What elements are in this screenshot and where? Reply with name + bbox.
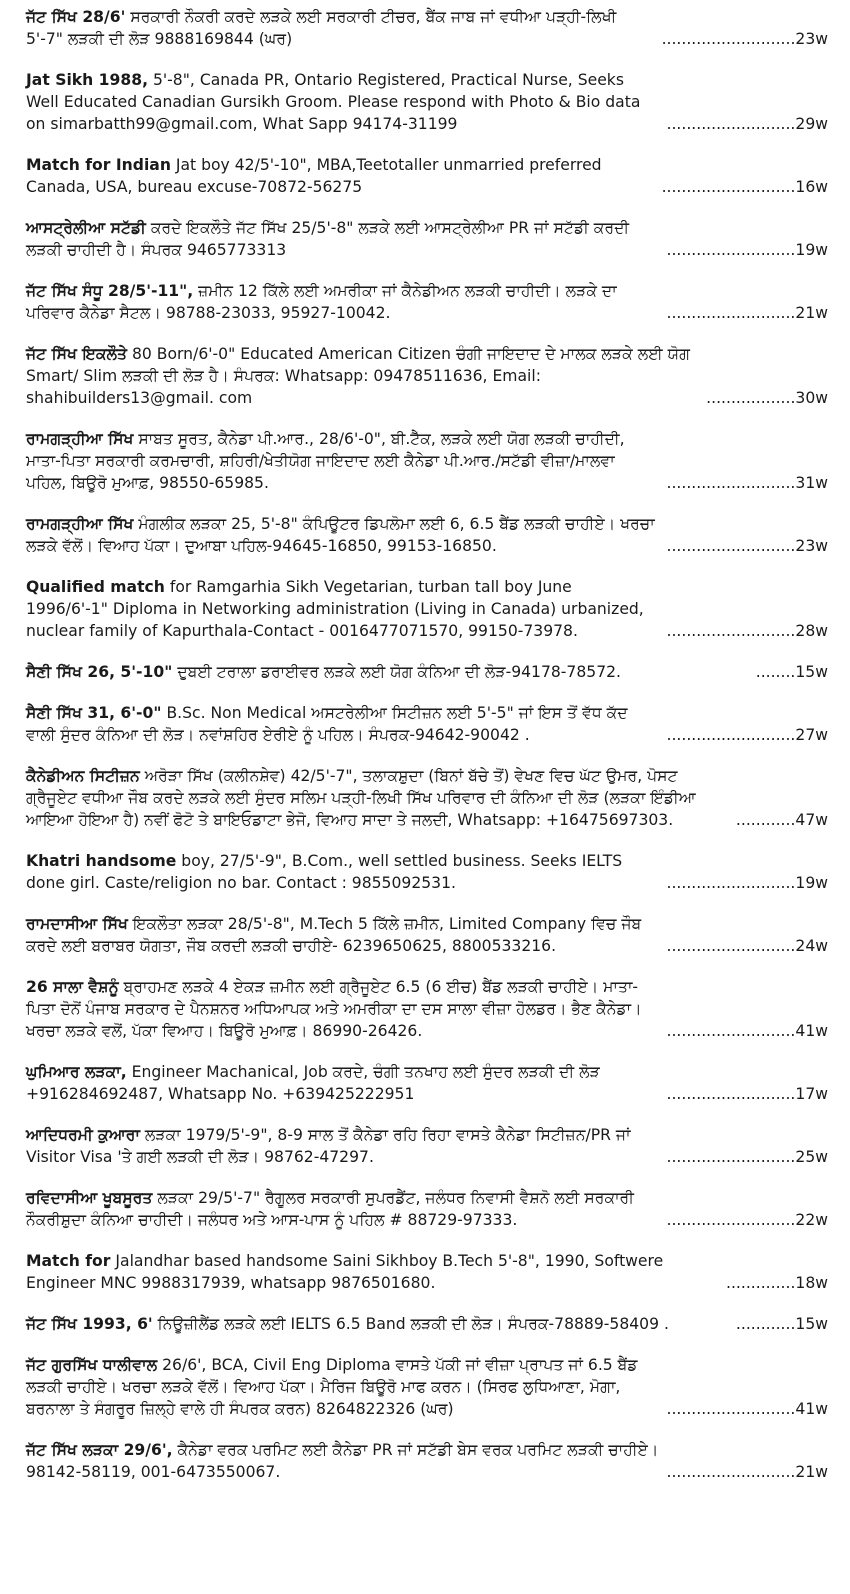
ad-text: 5'-8", Canada PR, Ontario Registered, Practical Nurse, Seeks Well Educated Canadian Gursikh Groom. Please respond with Photo & Bio data on simarbatth99@gmail.com, What Sapp 94174-31199 xyxy=(26,71,641,133)
classified-ad xyxy=(26,343,828,409)
ad-heading: ਜੱਟ ਸਿੱਖ 28/6' xyxy=(26,8,126,26)
classified-ad xyxy=(26,702,828,746)
ad-word-count: ..........................41w xyxy=(666,1400,828,1418)
ad-word-count: ..........................22w xyxy=(666,1211,828,1229)
classified-ad xyxy=(26,976,828,1042)
classified-ad xyxy=(26,1439,828,1483)
classified-ad xyxy=(26,1354,828,1420)
ad-heading: Qualified match xyxy=(26,578,165,596)
classified-ad xyxy=(26,154,828,198)
ad-text: Jalandhar based handsome Saini Sikhboy B.Tech 5'-8", 1990, Softwere Engineer MNC 9988317939, whatsapp 9876501680. xyxy=(26,1252,664,1292)
ad-word-count: ..........................25w xyxy=(666,1148,828,1166)
ad-word-count: ..................30w xyxy=(706,389,828,407)
ad-text: ਅਰੋੜਾ ਸਿੱਖ (ਕਲੀਨਸ਼ੇਵ) 42/5'-7", ਤਲਾਕਸ਼ੁਦਾ (ਬਿਨਾਂ ਬੱਚੇ ਤੋਂ) ਵੇਖਣ ਵਿਚ ਘੱਟ ਉਮਰ, ਪੋਸਟ ਗ੍ਰੈਜੂਏਟ ਵਧੀਆ ਜੌਬ ਕਰਦੇ ਲੜਕੇ ਲਈ ਸੁੰਦਰ ਸਲਿਮ ਪੜ੍ਹੀ-ਲਿਖੀ ਸਿੱਖ ਪਰਿਵਾਰ ਦੀ ਕੰਨਿਆ ਦੀ ਲੋੜ (ਲੜਕਾ ਇੰਡੀਆ ਆਇਆ ਹੋਇਆ ਹੈ) ਨਵੀਂ ਫੋਟੋ ਤੇ ਬਾਇਓਡਾਟਾ ਭੇਜੋ, ਵਿਆਹ ਸਾਦਾ ਤੇ ਜਲਦੀ, Whatsapp: +16475697303. xyxy=(26,767,696,829)
ad-word-count: ..........................24w xyxy=(666,937,828,955)
classified-ad xyxy=(26,1061,828,1105)
classified-ad xyxy=(26,69,828,135)
ad-heading: ਜੱਟ ਸਿੱਖ ਲੜਕਾ 29/6', xyxy=(26,1441,173,1459)
ad-word-count: ..........................27w xyxy=(666,726,828,744)
ad-text: ਕਰਦੇ ਇਕਲੌਤੇ ਜੱਟ ਸਿੱਖ 25/5'-8" ਲੜਕੇ ਲਈ ਆਸਟ੍ਰੇਲੀਆ PR ਜਾਂ ਸਟੱਡੀ ਕਰਦੀ ਲੜਕੀ ਚਾਹੀਦੀ ਹੈ। ਸੰਪਰਕ 9465773313 xyxy=(26,219,630,259)
ad-word-count: ..........................21w xyxy=(666,304,828,322)
ad-text: ਮੰਗਲੀਕ ਲੜਕਾ 25, 5'-8" ਕੰਪਿਊਟਰ ਡਿਪਲੋਮਾ ਲਈ 6, 6.5 ਬੈਂਡ ਲੜਕੀ ਚਾਹੀਏ। ਖਰਚਾ ਲੜਕੇ ਵੱਲੋਂ। ਵਿਆਹ ਪੱਕਾ। ਦੁਆਬਾ ਪਹਿਲ-94645-16850, 99153-16850. xyxy=(26,515,655,555)
ad-text: ਲੜਕਾ 29/5'-7" ਰੈਗੂਲਰ ਸਰਕਾਰੀ ਸੁਪਰਡੈਂਟ, ਜਲੰਧਰ ਨਿਵਾਸੀ ਵੈਸ਼ਨੋ ਲਈ ਸਰਕਾਰੀ ਨੌਕਰੀਸ਼ੁਦਾ ਕੰਨਿਆ ਚਾਹੀਦੀ। ਜਲੰਧਰ ਅਤੇ ਆਸ-ਪਾਸ ਨੂੰ ਪਹਿਲ # 88729-97333. xyxy=(26,1189,634,1229)
ad-text: 80 Born/6'-0" Educated American Citizen ਚੰਗੀ ਜਾਇਦਾਦ ਦੇ ਮਾਲਕ ਲੜਕੇ ਲਈ ਯੋਗ Smart/ Slim ਲੜਕੀ ਦੀ ਲੋੜ ਹੈ। ਸੰਪਰਕ: Whatsapp: 09478511636, Email: shahibuilders13@gmail. com xyxy=(26,345,690,407)
ad-heading: Khatri handsome xyxy=(26,852,177,870)
ad-text: B.Sc. Non Medical ਅਸਟਰੇਲੀਆ ਸਿਟੀਜ਼ਨ ਲਈ 5'-5" ਜਾਂ ਇਸ ਤੋਂ ਵੱਧ ਕੱਦ ਵਾਲੀ ਸੁੰਦਰ ਕੰਨਿਆ ਦੀ ਲੋੜ। ਨਵਾਂਸ਼ਹਿਰ ਏਰੀਏ ਨੂੰ ਪਹਿਲ। ਸੰਪਰਕ-94642-90042 . xyxy=(26,704,628,744)
ad-heading: Jat Sikh 1988, xyxy=(26,71,149,89)
ad-heading: ਜੱਟ ਸਿੱਖ 1993, 6' xyxy=(26,1315,153,1333)
ad-heading: Match for xyxy=(26,1252,111,1270)
ad-heading: 26 ਸਾਲਾ ਵੈਸ਼ਨੂੰ xyxy=(26,978,119,996)
ad-heading: ਘੁਮਿਆਰ ਲੜਕਾ, xyxy=(26,1063,127,1081)
classified-ad xyxy=(26,428,828,494)
ad-word-count: ..............18w xyxy=(726,1274,828,1292)
ad-word-count: ...........................16w xyxy=(661,178,828,196)
ad-text: Jat boy 42/5'-10", MBA,Teetotaller unmarried preferred Canada, USA, bureau excuse-70872-56275 xyxy=(26,156,602,196)
ad-heading: ਜੱਟ ਗੁਰਸਿੱਖ ਧਾਲੀਵਾਲ xyxy=(26,1356,158,1374)
ad-text: ਜ਼ਮੀਨ 12 ਕਿੱਲੇ ਲਈ ਅਮਰੀਕਾ ਜਾਂ ਕੈਨੇਡੀਅਨ ਲੜਕੀ ਚਾਹੀਦੀ। ਲੜਕੇ ਦਾ ਪਰਿਵਾਰ ਕੈਨੇਡਾ ਸੈਟਲ। 98788-23033, 95927-10042. xyxy=(26,282,617,322)
ad-word-count: ..........................31w xyxy=(666,474,828,492)
classified-ad xyxy=(26,513,828,557)
ad-word-count: ...........................23w xyxy=(661,30,828,48)
ad-heading: ਸੈਣੀ ਸਿੱਖ 31, 6'-0" xyxy=(26,704,162,722)
ad-text: ਸਾਬਤ ਸੂਰਤ, ਕੈਨੇਡਾ ਪੀ.ਆਰ., 28/6'-0", ਬੀ.ਟੈੱਕ, ਲੜਕੇ ਲਈ ਯੋਗ ਲੜਕੀ ਚਾਹੀਦੀ, ਮਾਤਾ-ਪਿਤਾ ਸਰਕਾਰੀ ਕਰਮਚਾਰੀ, ਸ਼ਹਿਰੀ/ਖੇਤੀਯੋਗ ਜਾਇਦਾਦ ਲਈ ਕੈਨੇਡਾ ਪੀ.ਆਰ./ਸਟੱਡੀ ਵੀਜ਼ਾ/ਮਾਲਵਾ ਪਹਿਲ, ਬਿਊਰੋ ਮੁਆਫ਼, 98550-65985. xyxy=(26,430,625,492)
ad-heading: ਜੱਟ ਸਿੱਖ ਇਕਲੌਤੇ xyxy=(26,345,128,363)
ad-word-count: ..........................29w xyxy=(666,115,828,133)
ad-word-count: ..........................19w xyxy=(666,874,828,892)
ad-heading: ਜੱਟ ਸਿੱਖ ਸੰਧੂ 28/5'-11", xyxy=(26,282,194,300)
ad-text: ਸਰਕਾਰੀ ਨੌਕਰੀ ਕਰਦੇ ਲੜਕੇ ਲਈ ਸਰਕਾਰੀ ਟੀਚਰ, ਬੈਂਕ ਜਾਬ ਜਾਂ ਵਧੀਆ ਪੜ੍ਹੀ-ਲਿਖੀ 5'-7" ਲੜਕੀ ਦੀ ਲੋੜ 9888169844 (ਘਰ) xyxy=(26,8,617,48)
ad-word-count: ............15w xyxy=(735,1315,828,1333)
classified-ad xyxy=(26,280,828,324)
ad-heading: Match for Indian xyxy=(26,156,171,174)
ad-text: Engineer Machanical, Job ਕਰਦੇ, ਚੰਗੀ ਤਨਖਾਹ ਲਈ ਸੁੰਦਰ ਲੜਕੀ ਦੀ ਲੋੜ +916284692487, Whatsapp No. +639425222951 xyxy=(26,1063,600,1103)
ad-heading: ਸੈਣੀ ਸਿੱਖ 26, 5'-10" xyxy=(26,663,173,681)
ad-word-count: ..........................41w xyxy=(666,1022,828,1040)
ad-text: ਨਿਊਜ਼ੀਲੈਂਡ ਲੜਕੇ ਲਈ IELTS 6.5 Band ਲੜਕੀ ਦੀ ਲੋੜ। ਸੰਪਰਕ-78889-58409 . xyxy=(152,1315,669,1333)
ad-text: for Ramgarhia Sikh Vegetarian, turban tall boy June 1996/6'-1" Diploma in Networking administration (Living in Canada) urbanized, nuclear family of Kapurthala-Contact - 0016477071570, 99150-73978. xyxy=(26,578,644,640)
classified-ad xyxy=(26,1250,828,1294)
ad-text: 26/6', BCA, Civil Eng Diploma ਵਾਸਤੇ ਪੱਕੀ ਜਾਂ ਵੀਜ਼ਾ ਪ੍ਰਾਪਤ ਜਾਂ 6.5 ਬੈਂਡ ਲੜਕੀ ਚਾਹੀਏ। ਖਰਚਾ ਲੜਕੇ ਵੱਲੋਂ। ਵਿਆਹ ਪੱਕਾ। ਮੈਰਿਜ ਬਿਊਰੋ ਮਾਫ ਕਰਨ। (ਸਿਰਫ ਲੁਧਿਆਣਾ, ਮੋਗਾ, ਬਰਨਾਲਾ ਤੇ ਸੰਗਰੂਰ ਜ਼ਿਲ੍ਹੇ ਵਾਲੇ ਹੀ ਸੰਪਰਕ ਕਰਨ) 8264822326 (ਘਰ) xyxy=(26,1356,638,1418)
ad-text: ਕੈਨੇਡਾ ਵਰਕ ਪਰਮਿਟ ਲਈ ਕੈਨੇਡਾ PR ਜਾਂ ਸਟੱਡੀ ਬੇਸ ਵਰਕ ਪਰਮਿਟ ਲੜਕੀ ਚਾਹੀਏ। 98142-58119, 001-6473550067. xyxy=(26,1441,659,1481)
ad-word-count: ............47w xyxy=(735,811,828,829)
ad-heading: ਰਾਮਗੜ੍ਹੀਆ ਸਿੱਖ xyxy=(26,430,134,448)
ad-text: ਦੁਬਈ ਟਰਾਲਾ ਡਰਾਈਵਰ ਲੜਕੇ ਲਈ ਯੋਗ ਕੰਨਿਆ ਦੀ ਲੋੜ-94178-78572. xyxy=(172,663,621,681)
ad-text: ਇਕਲੌਤਾ ਲੜਕਾ 28/5'-8", M.Tech 5 ਕਿੱਲੇ ਜ਼ਮੀਨ, Limited Company ਵਿਚ ਜੌਬ ਕਰਦੇ ਲਈ ਬਰਾਬਰ ਯੋਗਤਾ, ਜੌਬ ਕਰਦੀ ਲੜਕੀ ਚਾਹੀਏ- 6239650625, 8800533216. xyxy=(26,915,642,955)
ad-heading: ਆਦਿਧਰਮੀ ਕੁਆਰਾ xyxy=(26,1126,140,1144)
classified-ad xyxy=(26,913,828,957)
ad-word-count: ..........................21w xyxy=(666,1463,828,1481)
ad-word-count: ..........................17w xyxy=(666,1085,828,1103)
ad-heading: ਰਾਮਦਾਸੀਆ ਸਿੱਖ xyxy=(26,915,128,933)
classified-ad xyxy=(26,1187,828,1231)
classified-ad xyxy=(26,661,828,683)
ad-heading: ਰਵਿਦਾਸੀਆ ਖੂਬਸੂਰਤ xyxy=(26,1189,153,1207)
classified-ad xyxy=(26,217,828,261)
ad-word-count: ..........................28w xyxy=(666,622,828,640)
classified-ad xyxy=(26,1124,828,1168)
ad-text: ਬ੍ਰਾਹਮਣ ਲੜਕੇ 4 ਏਕੜ ਜ਼ਮੀਨ ਲਈ ਗ੍ਰੈਜੂਏਟ 6.5 (6 ਈਚ) ਬੈਂਡ ਲੜਕੀ ਚਾਹੀਏ। ਮਾਤਾ-ਪਿਤਾ ਦੋਨੋਂ ਪੰਜਾਬ ਸਰਕਾਰ ਦੇ ਪੈਨਸ਼ਨਰ ਅਧਿਆਪਕ ਅਤੇ ਅਮਰੀਕਾ ਦਾ ਦਸ ਸਾਲਾ ਵੀਜ਼ਾ ਹੋਲਡਰ। ਭੈਣ ਕੈਨੇਡਾ। ਖਰਚਾ ਲੜਕੇ ਵਲੋਂ, ਪੱਕਾ ਵਿਆਹ। ਬਿਊਰੋ ਮੁਆਫ਼। 86990-26426. xyxy=(26,978,642,1040)
ad-text: boy, 27/5'-9", B.Com., well settled business. Seeks IELTS done girl. Caste/religion no bar. Contact : 9855092531. xyxy=(26,852,623,892)
classified-ad xyxy=(26,1313,828,1335)
classified-ad xyxy=(26,6,828,50)
ad-heading: ਆਸਟ੍ਰੇਲੀਆ ਸਟੱਡੀ xyxy=(26,219,146,237)
ad-word-count: ..........................23w xyxy=(666,537,828,555)
ad-heading: ਕੈਨੇਡੀਅਨ ਸਿਟੀਜ਼ਨ xyxy=(26,767,140,785)
ad-word-count: ..........................19w xyxy=(666,241,828,259)
ad-word-count: ........15w xyxy=(755,663,828,681)
classified-ad xyxy=(26,850,828,894)
classified-ad xyxy=(26,765,828,831)
ad-text: ਲੜਕਾ 1979/5'-9", 8-9 ਸਾਲ ਤੋਂ ਕੈਨੇਡਾ ਰਹਿ ਰਿਹਾ ਵਾਸਤੇ ਕੈਨੇਡਾ ਸਿਟੀਜ਼ਨ/PR ਜਾਂ Visitor Visa 'ਤੇ ਗਈ ਲੜਕੀ ਦੀ ਲੋੜ। 98762-47297. xyxy=(26,1126,631,1166)
classified-ad xyxy=(26,576,828,642)
ad-heading: ਰਾਮਗੜ੍ਹੀਆ ਸਿੱਖ xyxy=(26,515,134,533)
